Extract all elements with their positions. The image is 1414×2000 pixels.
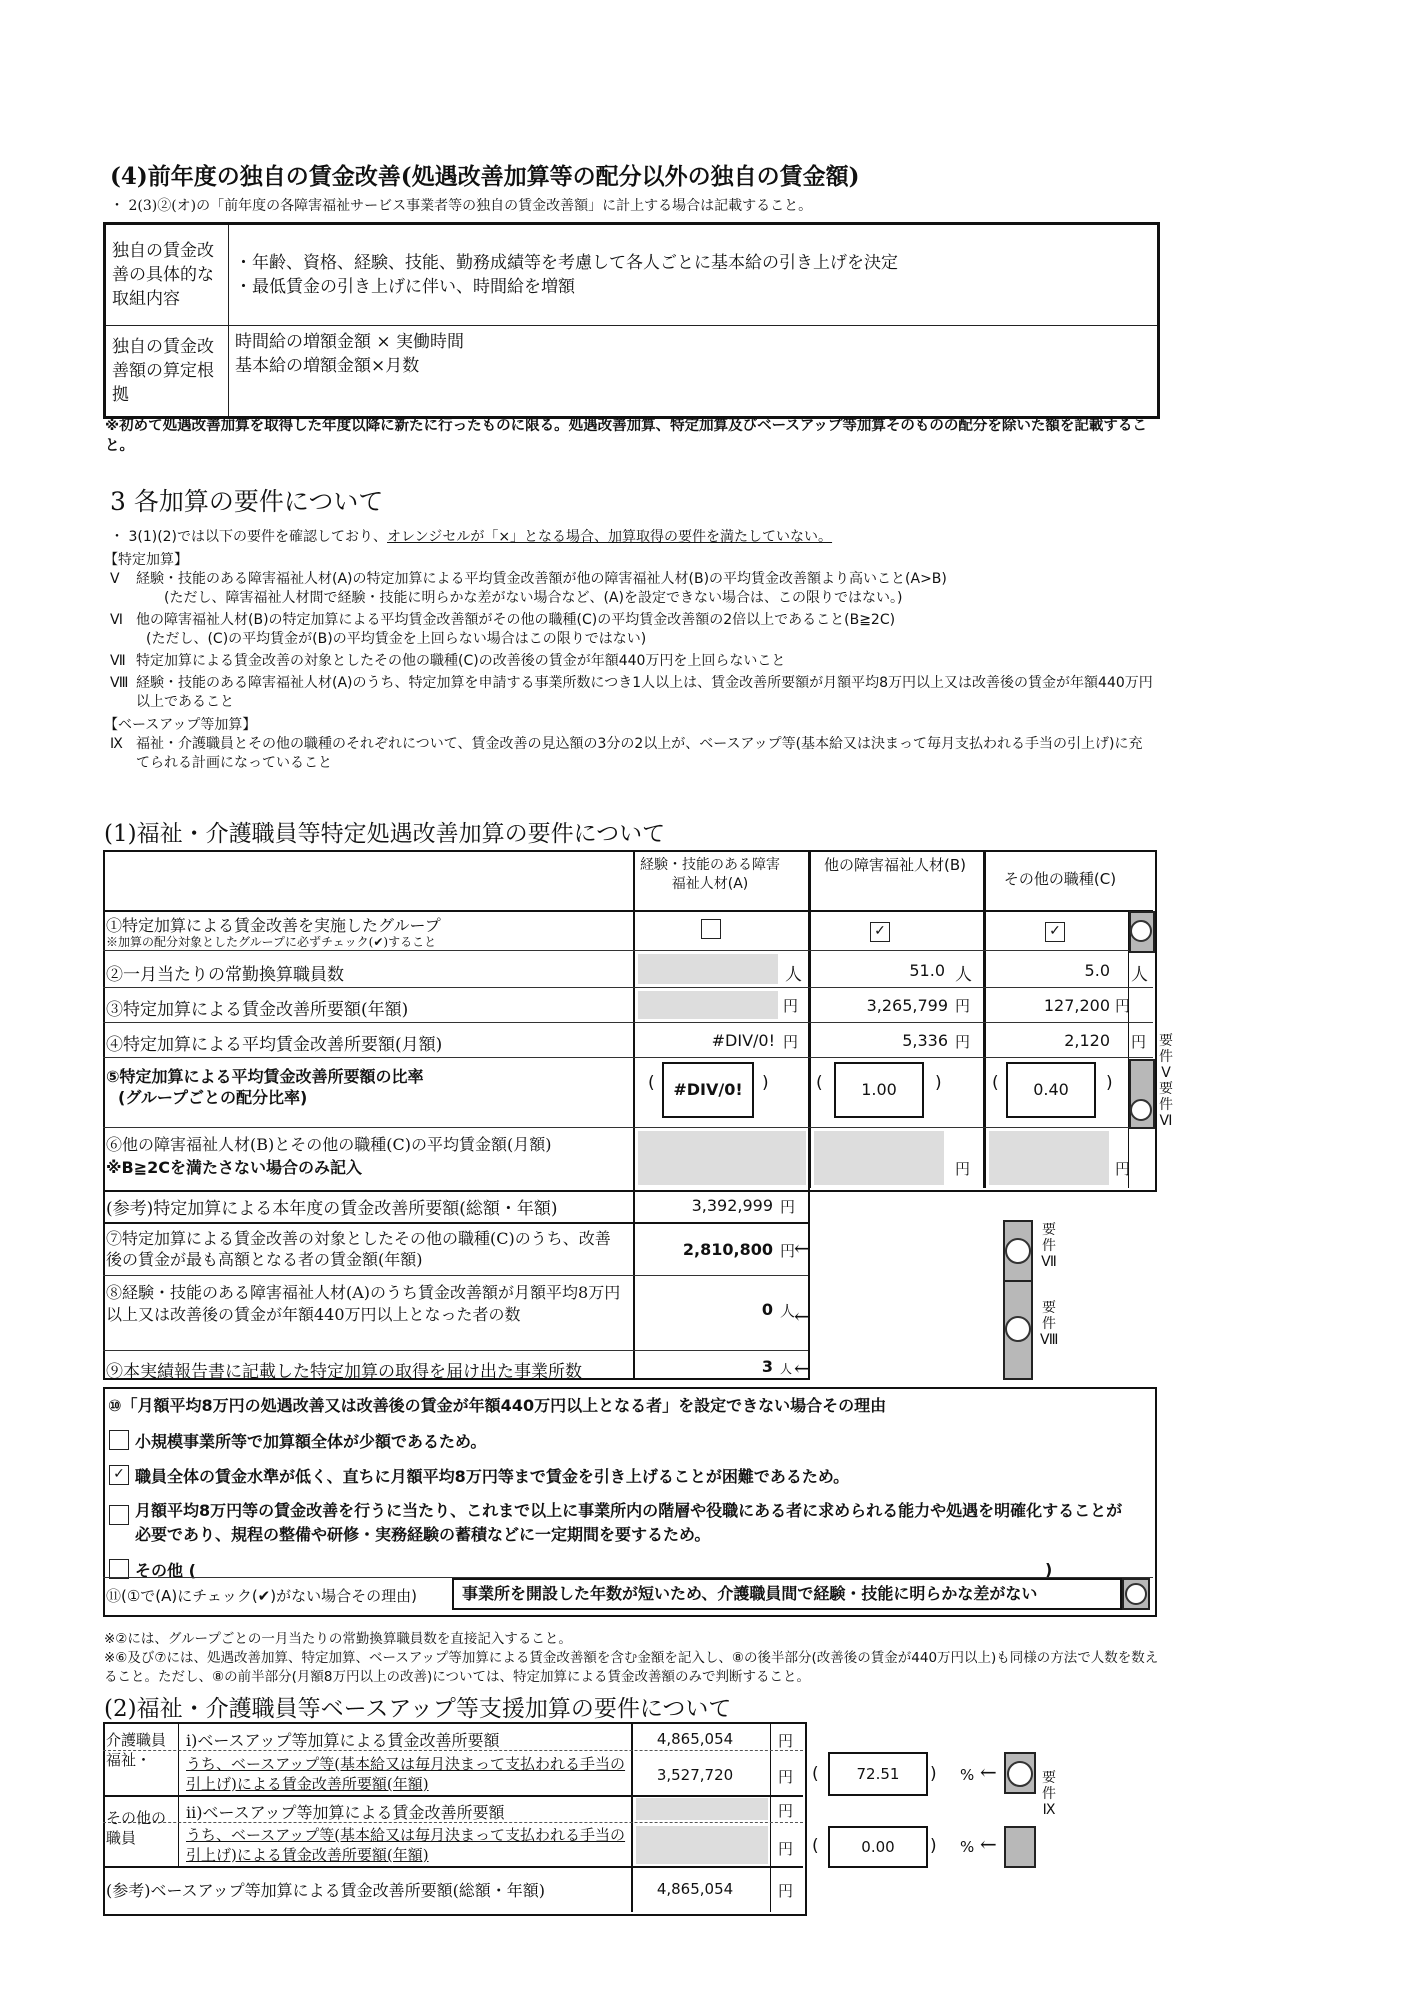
req-6-text: 他の障害福祉人材(B)の特定加算による平均賃金改善額がその他の職種(C)の平均賃金改善額の2倍以上であること(B≧2C) xyxy=(136,612,896,628)
row2-a-cell[interactable] xyxy=(638,954,778,984)
check-b[interactable] xyxy=(870,921,890,942)
row4-c-value: 2,120 xyxy=(1064,1031,1110,1050)
row2-b-value[interactable]: 51.0 xyxy=(909,961,945,980)
row2-line-1: 時間給の増額金額 × 実働時間 xyxy=(235,332,465,352)
s31-notes xyxy=(104,1630,1164,1687)
row10-label: ⑩「月額平均8万円の処遇改善又は改善後の賃金が年額440万円以上となる者」を設定できない場合その理由 xyxy=(108,1396,887,1415)
check-c-box[interactable]: ✓ xyxy=(1045,922,1065,942)
row6-a-cell xyxy=(638,1131,806,1185)
row1-content xyxy=(229,224,1159,326)
row4-a-unit: 円 xyxy=(783,1033,799,1051)
r4-cell[interactable] xyxy=(636,1826,768,1864)
r4-paren-close: ) xyxy=(930,1836,937,1856)
r2-paren-close: ) xyxy=(930,1764,937,1784)
group1-sub: 福祉・ xyxy=(106,1751,152,1769)
s32-ref-label: (参考)ベースアップ等加算による賃金改善所要額(総額・年額) xyxy=(106,1881,546,1900)
row2-content xyxy=(229,326,1159,418)
reason-1[interactable] xyxy=(103,1423,1148,1457)
row7-label: ⑦特定加算による賃金改善の対象としたその他の職種(C)のうち、改善後の賃金が最も高額となる者の賃金額(年額) xyxy=(106,1229,611,1269)
group2-sub: その他の xyxy=(106,1809,167,1827)
req-7-num: Ⅶ xyxy=(110,653,126,669)
reason-2-text: 職員全体の賃金水準が低く、直ちに月額平均8万円等まで賃金を引き上げることが困難であるため。 xyxy=(135,1466,850,1486)
group2-label xyxy=(106,1808,176,1848)
r2-arrow: ← xyxy=(980,1760,997,1784)
s32-ref-value: 4,865,054 xyxy=(656,1880,734,1898)
r2-status-cell xyxy=(1004,1752,1036,1794)
row1-status-cell xyxy=(1129,911,1155,953)
row6-c-unit: 円 xyxy=(1115,1160,1131,1178)
header-b: 他の障害福祉人材(B) xyxy=(824,856,966,874)
r3-label: ii)ベースアップ等加算による賃金改善所要額 xyxy=(186,1803,505,1822)
r1-label: i)ベースアップ等加算による賃金改善所要額 xyxy=(186,1731,500,1750)
row2-a-unit: 人 xyxy=(785,965,802,985)
row11-value[interactable]: 事業所を開設した年数が短いため、介護職員間で経験・技能に明らかな差がない xyxy=(452,1578,1122,1610)
row5-a-paren-open: ( xyxy=(648,1073,655,1093)
reason-other-checkbox[interactable] xyxy=(109,1559,129,1579)
header-a: 経験・技能のある障害福祉人材(A) xyxy=(640,857,780,892)
section4-footnote: ※初めて処遇改善加算を取得した年度以降に新たに行ったものに限る。処遇改善加算、特定加算及びベースアップ等加算そのものの配分を除いた額を記載すること。 xyxy=(105,418,1147,454)
r2-paren-open: ( xyxy=(812,1764,819,1784)
row5-a-value: #DIV/0! xyxy=(662,1062,754,1118)
reason-3-text: 月額平均8万円等の賃金改善を行うに当たり、これまで以上に事業所内の階層や役職にある者に求められる能力や処遇を明確化することが必要であり、規程の整備や研修・実務経験の蓄積などに一定期間を要するため。 xyxy=(135,1501,1123,1544)
row3-a-unit: 円 xyxy=(783,997,799,1015)
row5-status-cell xyxy=(1129,1059,1155,1129)
row3-label: ③特定加算による賃金改善所要額(年額) xyxy=(106,1000,409,1020)
ref-value: 3,392,999 xyxy=(691,1196,773,1215)
row8-unit: 人 xyxy=(780,1302,796,1320)
check-a[interactable] xyxy=(701,918,721,939)
req-6 xyxy=(110,611,1160,649)
baseup-heading: 【ベースアップ等加算】 xyxy=(104,717,257,733)
row6-sub: ※B≧2Cを満たさない場合のみ記入 xyxy=(106,1158,363,1177)
check-b-box[interactable]: ✓ xyxy=(870,922,890,942)
note-1: ※②には、グループごとの一月当たりの常勤換算職員数を直接記入すること。 xyxy=(104,1631,572,1647)
status-circle-icon xyxy=(1005,1238,1031,1264)
req-9-text: 福祉・介護職員とその他の職種のそれぞれについて、賃金改善の見込額の3分の2以上が、ベースアップ等(基本給又は決まって毎月支払われる手当の引上げ)に充てられる計画になっていること xyxy=(136,736,1143,771)
req-7 xyxy=(110,652,1160,671)
r4-unit: 円 xyxy=(778,1840,794,1858)
s32-title: (2)福祉・介護職員等ベースアップ等支援加算の要件について xyxy=(104,1696,732,1722)
req-8 xyxy=(110,674,1160,712)
reason-2-checkbox[interactable]: ✓ xyxy=(109,1465,129,1485)
section4-table xyxy=(103,222,1160,419)
row9-unit: 人 xyxy=(780,1362,793,1376)
row5-label: ⑤特定加算による平均賃金改善所要額の比率 xyxy=(106,1067,424,1086)
row6-b-unit: 円 xyxy=(955,1160,971,1178)
req-9-num: Ⅸ xyxy=(110,736,123,752)
reason-3[interactable] xyxy=(103,1493,1148,1551)
note-2: ※⑥及び⑦には、処遇改善加算、特定加算、ベースアップ等加算による賃金改善額を含む金額を記入し、⑧の後半部分(改善後の賃金が440万円以上)も同様の方法で人数を数えること。ただし、⑧の前半部分(月額8万円以上の改善)については、特定加算による賃金改善額のみで判断すること。 xyxy=(104,1650,1159,1685)
row5-sub: (グループごとの配分比率) xyxy=(118,1088,308,1107)
row2-c-unit: 人 xyxy=(1131,965,1148,985)
req-8-text: 経験・技能のある障害福祉人材(A)のうち、特定加算を申請する事業所数につき1人以上は、賃金改善所要額が月額平均8万円以上又は改善後の賃金が年額440万円以上であること xyxy=(136,675,1153,710)
r3-unit: 円 xyxy=(778,1802,794,1820)
row8-value[interactable]: 0 xyxy=(761,1300,773,1319)
check-a-box[interactable] xyxy=(701,919,721,939)
s31-title: (1)福祉・介護職員等特定処遇改善加算の要件について xyxy=(104,821,666,847)
group1-label xyxy=(106,1730,176,1770)
r3-cell[interactable] xyxy=(636,1798,768,1820)
req-6-num: Ⅵ xyxy=(110,612,123,628)
reason-list xyxy=(103,1423,1148,1587)
row8-arrow: ← xyxy=(794,1304,811,1328)
s32-ref-unit: 円 xyxy=(778,1882,794,1900)
section4-title: (4)前年度の独自の賃金改善(処遇改善加算等の配分以外の独自の賃金額) xyxy=(110,163,860,190)
row11-status-cell xyxy=(1122,1578,1150,1610)
row3-c-unit: 円 xyxy=(1115,997,1131,1015)
req-7-text: 特定加算による賃金改善の対象としたその他の職種(C)の改善後の賃金が年額440万円を上回らないこと xyxy=(136,653,786,669)
status-circle-icon xyxy=(1007,1761,1033,1787)
row7-unit: 円 xyxy=(780,1242,796,1260)
req-8-num: Ⅷ xyxy=(110,675,129,691)
row7-status-cell xyxy=(1003,1220,1033,1282)
row2-b-unit: 人 xyxy=(955,965,972,985)
reason-other-label: その他 ( xyxy=(135,1560,196,1580)
row3-a-cell[interactable] xyxy=(638,991,778,1019)
row1-line-2: ・最低賃金の引き上げに伴い、時間給を増額 xyxy=(235,277,575,297)
row5-c-paren-close: ) xyxy=(1106,1073,1113,1093)
reason-3-checkbox[interactable] xyxy=(109,1505,129,1525)
r4-paren-open: ( xyxy=(812,1836,819,1856)
tokutei-heading: 【特定加算】 xyxy=(104,552,188,568)
row7-arrow: ← xyxy=(794,1236,811,1260)
reason-1-checkbox[interactable] xyxy=(109,1430,129,1450)
r2-pct-sign: % xyxy=(960,1766,975,1784)
row3-b-value[interactable]: 3,265,799 xyxy=(866,996,948,1015)
header-c: その他の職種(C) xyxy=(1003,870,1117,888)
r2-label: うち、ベースアップ等(基本給又は毎月決まって支払われる手当の引上げ)による賃金改善所要額(年額) xyxy=(186,1755,626,1793)
row1-label: 独自の賃金改善の具体的な取組内容 xyxy=(105,224,229,326)
group2-text: 職員 xyxy=(106,1829,137,1847)
row2-c-value[interactable]: 5.0 xyxy=(1084,961,1110,980)
status-circle-icon xyxy=(1130,1099,1152,1121)
row4-c-unit: 円 xyxy=(1131,1033,1147,1051)
req-9 xyxy=(110,735,1160,773)
row6-label: ⑥他の障害福祉人材(B)とその他の職種(C)の平均賃金額(月額) xyxy=(106,1135,552,1154)
r2-value[interactable]: 3,527,720 xyxy=(656,1766,734,1784)
row9-label: ⑨本実績報告書に記載した特定加算の取得を届け出た事業所数 xyxy=(106,1362,582,1382)
section3-title: 3 各加算の要件について xyxy=(110,487,384,516)
r1-value[interactable]: 4,865,054 xyxy=(656,1730,734,1748)
row6-c-cell[interactable] xyxy=(989,1131,1109,1185)
intro-text: ・ 3(1)(2)では以下の要件を確認しており、 xyxy=(110,529,388,545)
row1-label: ①特定加算による賃金改善を実施したグループ xyxy=(106,916,441,935)
req-6-sub: (ただし、(C)の平均賃金が(B)の平均賃金を上回らない場合はこの限りではない) xyxy=(146,631,647,647)
row1-line-1: ・年齢、資格、経験、技能、勤務成績等を考慮して各人ごとに基本給の引き上げを決定 xyxy=(235,253,898,273)
row5-a-paren-close: ) xyxy=(762,1073,769,1093)
row2-label: 独自の賃金改善額の算定根拠 xyxy=(105,326,229,418)
row6-b-cell[interactable] xyxy=(814,1131,944,1185)
row11-label: ⑪(①で(A)にチェック(✔)がない場合その理由) xyxy=(106,1587,417,1605)
r4-arrow: ← xyxy=(980,1832,997,1856)
reason-1-text: 小規模事業所等で加算額全体が少額であるため。 xyxy=(135,1431,487,1451)
status-circle-icon xyxy=(1125,1583,1147,1605)
section3-intro xyxy=(110,528,832,546)
row2-line-2: 基本給の増額金額×月数 xyxy=(235,356,420,376)
row4-b-value: 5,336 xyxy=(902,1031,948,1050)
r4-status-cell xyxy=(1004,1826,1036,1868)
requirements-list xyxy=(104,570,1160,773)
req-5-text: 経験・技能のある障害福祉人材(A)の特定加算による平均賃金改善額が他の障害福祉人材(B)の平均賃金改善額より高いこと(A>B) xyxy=(136,571,947,587)
row8-status-cell xyxy=(1003,1280,1033,1380)
reason-2[interactable] xyxy=(103,1457,1148,1493)
r2-unit: 円 xyxy=(778,1768,794,1786)
status-circle-icon xyxy=(1130,920,1152,942)
req-ix-label: 要件Ⅸ xyxy=(1042,1770,1056,1818)
check-c[interactable] xyxy=(1045,921,1065,942)
req-5 xyxy=(110,570,1160,608)
r4-pct-sign: % xyxy=(960,1838,975,1856)
intro-warning: オレンジセルが「×」となる場合、加算取得の要件を満たしていない。 xyxy=(387,529,833,545)
row2-label: ②一月当たりの常勤換算職員数 xyxy=(106,965,344,985)
section4-note: ・ 2(3)②(オ)の「前年度の各障害福祉サービス事業者等の独自の賃金改善額」に計上する場合は記載すること。 xyxy=(110,198,813,214)
r4-percent: 0.00 xyxy=(828,1826,928,1868)
status-circle-icon xyxy=(1005,1316,1031,1342)
row1-sub: ※加算の配分対象としたグループに必ずチェック(✔)すること xyxy=(106,935,437,949)
req-vii-label: 要件Ⅶ xyxy=(1041,1222,1057,1270)
row8-label: ⑧経験・技能のある障害福祉人材(A)のうち賃金改善額が月額平均8万円以上又は改善後の賃金が年額440万円以上となった者の数 xyxy=(106,1283,621,1324)
row7-value[interactable]: 2,810,800 xyxy=(682,1240,773,1259)
row4-label: ④特定加算による平均賃金改善所要額(月額) xyxy=(106,1035,443,1055)
req-5-num: Ⅴ xyxy=(110,571,120,587)
row5-b-paren-close: ) xyxy=(935,1073,942,1093)
row3-c-value[interactable]: 127,200 xyxy=(1043,996,1110,1015)
row3-b-unit: 円 xyxy=(955,997,971,1015)
r1-unit: 円 xyxy=(778,1732,794,1750)
group1-text: 介護職員 xyxy=(106,1731,167,1749)
row5-c-paren-open: ( xyxy=(992,1073,999,1093)
row4-b-unit: 円 xyxy=(955,1033,971,1051)
row9-value[interactable]: 3 xyxy=(761,1357,773,1376)
req-v-vi-label: 要件Ⅴ 要件Ⅵ xyxy=(1159,1033,1173,1129)
reason-other-close: ) xyxy=(1045,1559,1053,1579)
row5-b-paren-open: ( xyxy=(816,1073,823,1093)
req-5-sub: (ただし、障害福祉人材間で経験・技能に明らかな差がない場合など、(A)を設定できない場合は、この限りではない。) xyxy=(164,590,903,606)
r2-percent: 72.51 xyxy=(828,1752,928,1796)
row4-a-value: #DIV/0! xyxy=(711,1031,775,1050)
row5-c-value: 0.40 xyxy=(1006,1062,1096,1118)
ref-unit: 円 xyxy=(780,1198,796,1216)
r4-label: うち、ベースアップ等(基本給又は毎月決まって支払われる手当の引上げ)による賃金改善所要額(年額) xyxy=(186,1826,626,1864)
req-viii-label: 要件Ⅷ xyxy=(1040,1300,1059,1348)
ref-label: (参考)特定加算による本年度の賃金改善所要額(総額・年額) xyxy=(106,1199,558,1219)
row5-b-value: 1.00 xyxy=(834,1062,924,1118)
row9-arrow: ← xyxy=(794,1356,811,1380)
